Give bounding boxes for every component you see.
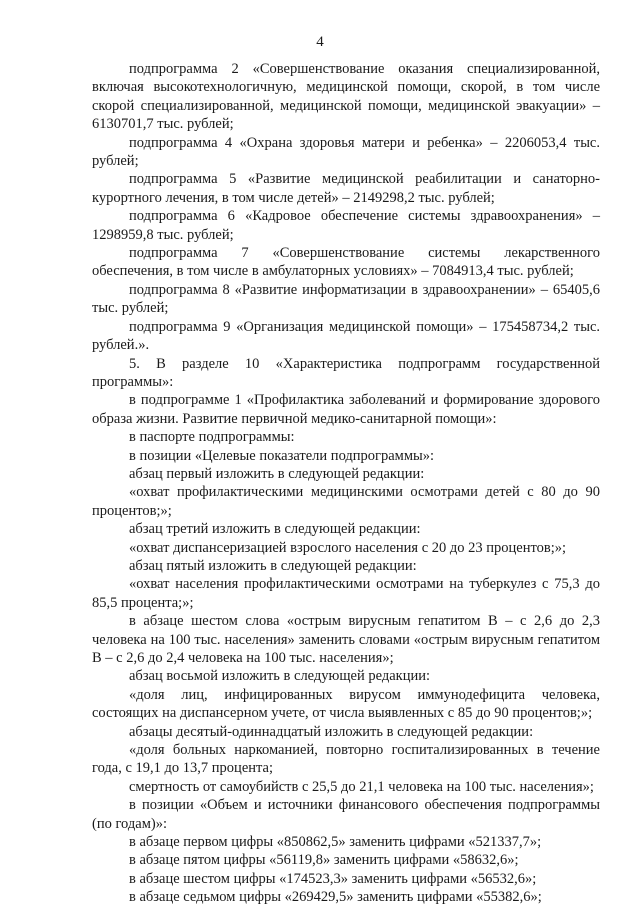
paragraph-clause-fifth: абзац пятый изложить в следующей редакции:: [129, 557, 417, 574]
paragraph-funding-sixth: в абзаце шестом цифры «174523,3» заменить цифрами «56532,6»;: [129, 870, 537, 887]
paragraph-subprogram-7: подпрограмма 7 «Совершенствование системы лекарственного обеспечения, в том числе в амбулаторных условиях» – 7084913,4 тыс. рублей;: [92, 245, 600, 280]
document-body: [92, 60, 600, 907]
paragraph-passport: в паспорте подпрограммы:: [129, 429, 295, 446]
paragraph-funding-position: в позиции «Объем и источники финансового обеспечения подпрограммы (по годам)»:: [92, 797, 600, 832]
paragraph-clause-third: абзац третий изложить в следующей редакции:: [129, 521, 421, 538]
paragraph-clause-first: абзац первый изложить в следующей редакции:: [129, 465, 425, 482]
paragraph-quote-addiction: «доля больных наркоманией, повторно госпитализированных в течение года, с 19,1 до 13,7 процента;: [92, 742, 600, 777]
paragraph-clause-tenth-eleventh: абзацы десятый-одиннадцатый изложить в следующей редакции:: [129, 723, 534, 740]
paragraph-subprogram-2: подпрограмма 2 «Совершенствование оказания специализированной, включая высокотехнологичную, медицинской помощи, скорой, в том числе скорой специализированной, медицинской помощи, медицинской эвакуации» – 6130701,7 тыс. рублей;: [92, 61, 600, 133]
paragraph-subprogram-9: подпрограмма 9 «Организация медицинской помощи» – 175458734,2 тыс. рублей.».: [92, 318, 600, 354]
paragraph-quote-tuberculosis: «охват населения профилактическими осмотрами на туберкулез с 75,3 до 85,5 процента;»;: [92, 576, 600, 611]
paragraph-funding-first: в абзаце первом цифры «850862,5» заменить цифрами «521337,7»;: [129, 834, 542, 851]
paragraph-subprogram-5: подпрограмма 5 «Развитие медицинской реабилитации и санаторно-курортного лечения, в том числе детей» – 2149298,2 тыс. рублей;: [92, 171, 600, 206]
paragraph-subprogram-6: подпрограмма 6 «Кадровое обеспечение системы здравоохранения» – 1298959,8 тыс. рублей;: [92, 208, 600, 243]
paragraph-target-indicators: в позиции «Целевые показатели подпрограммы»:: [129, 447, 435, 464]
paragraph-funding-fifth: в абзаце пятом цифры «56119,8» заменить цифрами «58632,6»;: [129, 852, 519, 869]
paragraph-subprogram-4: подпрограмма 4 «Охрана здоровья матери и ребенка» – 2206053,4 тыс. рублей;: [92, 134, 600, 170]
paragraph-subprogram-8: подпрограмма 8 «Развитие информатизации в здравоохранении» – 65405,6 тыс. рублей;: [92, 281, 600, 317]
paragraph-clause-sixth: в абзаце шестом слова «острым вирусным гепатитом В – с 2,6 до 2,3 человека на 100 тыс. населения» заменить словами «острым вирусным гепатитом В – с 2,6 до 2,4 человека на 100 тыс. населения»;: [92, 613, 600, 666]
paragraph-subprogram-1: в подпрограмме 1 «Профилактика заболеваний и формирование здорового образа жизни. Развитие первичной медико-санитарной помощи»:: [92, 392, 600, 427]
paragraph-funding-seventh: в абзаце седьмом цифры «269429,5» заменить цифрами «55382,6»;: [129, 889, 542, 906]
paragraph-quote-children: «охват профилактическими медицинскими осмотрами детей с 80 до 90 процентов;»;: [92, 484, 600, 519]
page-number: 4: [316, 34, 324, 50]
paragraph-item-5: 5. В разделе 10 «Характеристика подпрограмм государственной программы»:: [92, 355, 600, 390]
paragraph-quote-dispensary: «охват диспансеризацией взрослого населения с 20 до 23 процентов;»;: [129, 539, 567, 556]
paragraph-quote-suicide: смертность от самоубийств с 25,5 до 21,1 человека на 100 тыс. населения»;: [129, 778, 594, 795]
paragraph-clause-eighth: абзац восьмой изложить в следующей редакции:: [129, 668, 431, 685]
paragraph-quote-hiv: «доля лиц, инфицированных вирусом иммунодефицита человека, состоящих на диспансерном учете, от числа выявленных с 85 до 90 процентов;»;: [92, 686, 600, 722]
